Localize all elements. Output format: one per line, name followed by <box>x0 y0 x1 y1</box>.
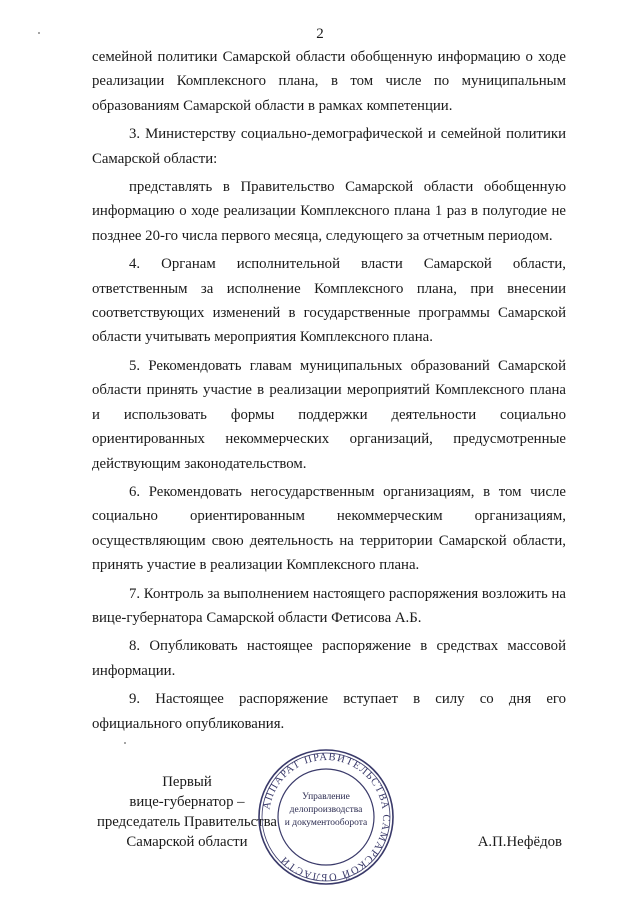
document-body <box>92 45 566 736</box>
paragraph-3: 3. Министерству социально-демографической и семейной политики Самарской области: <box>92 126 566 167</box>
paragraph-continuation: семейной политики Самарской области обобщенную информацию о ходе реализации Комплексного плана, в том числе по муниципальным образованиям Самарской области в рамках компетенции. <box>92 49 566 114</box>
position-line: вице-губернатор – <box>129 794 245 810</box>
stamp-outer-text: АППАРАТ ПРАВИТЕЛЬСТВА САМАРСКОЙ ОБЛАСТИ <box>261 751 392 883</box>
paragraph-9: 9. Настоящее распоряжение вступает в силу со дня его официального опубликования. <box>92 691 566 732</box>
scan-speck <box>38 32 40 34</box>
paragraph-7: 7. Контроль за выполнением настоящего распоряжения возложить на вице-губернатора Самарской области Фетисова А.Б. <box>92 585 566 626</box>
position-line: Самарской области <box>126 834 248 850</box>
paragraph-6: 6. Рекомендовать негосударственным организациям, в том числе социально ориентированным некоммерческим организациям, осуществляющим свою деятельность на территории Самарской области, принять участие в реализации Комплексного плана. <box>92 483 566 574</box>
stamp-line: Управление <box>302 792 350 802</box>
paragraph-5: 5. Рекомендовать главам муниципальных образований Самарской области принять участие в реализации мероприятий Комплексного плана и использовать формы поддержки деятельности социально ориентированных некоммерческих организаций, предусмотренные действующим законодательством. <box>92 357 566 472</box>
scan-speck <box>124 742 126 744</box>
page-number: 2 <box>316 26 324 42</box>
stamp-inner-text <box>282 791 370 830</box>
stamp-line: и документооборота <box>284 818 368 828</box>
paragraph-3-sub: представлять в Правительство Самарской области обобщенную информацию о ходе реализации Комплексного плана 1 раз в полугодие не позднее 20-го числа первого месяца, следующего за отчетным периодом. <box>92 179 566 244</box>
paragraph-8: 8. Опубликовать настоящее распоряжение в средствах массовой информации. <box>92 638 566 679</box>
stamp-line: делопроизводства <box>289 805 363 815</box>
signatory-name: А.П.Нефёдов <box>477 834 562 850</box>
signatory-position <box>92 772 282 852</box>
signature-block <box>92 747 566 907</box>
paragraph-4: 4. Органам исполнительной власти Самарской области, ответственным за исполнение Комплексного плана, при внесении соответствующих изменений в государственные программы Самарской области учитывать мероприятия Комплексного плана. <box>92 256 566 346</box>
official-stamp <box>256 747 396 887</box>
position-line: Первый <box>162 774 212 790</box>
position-line: председатель Правительства <box>96 814 278 830</box>
